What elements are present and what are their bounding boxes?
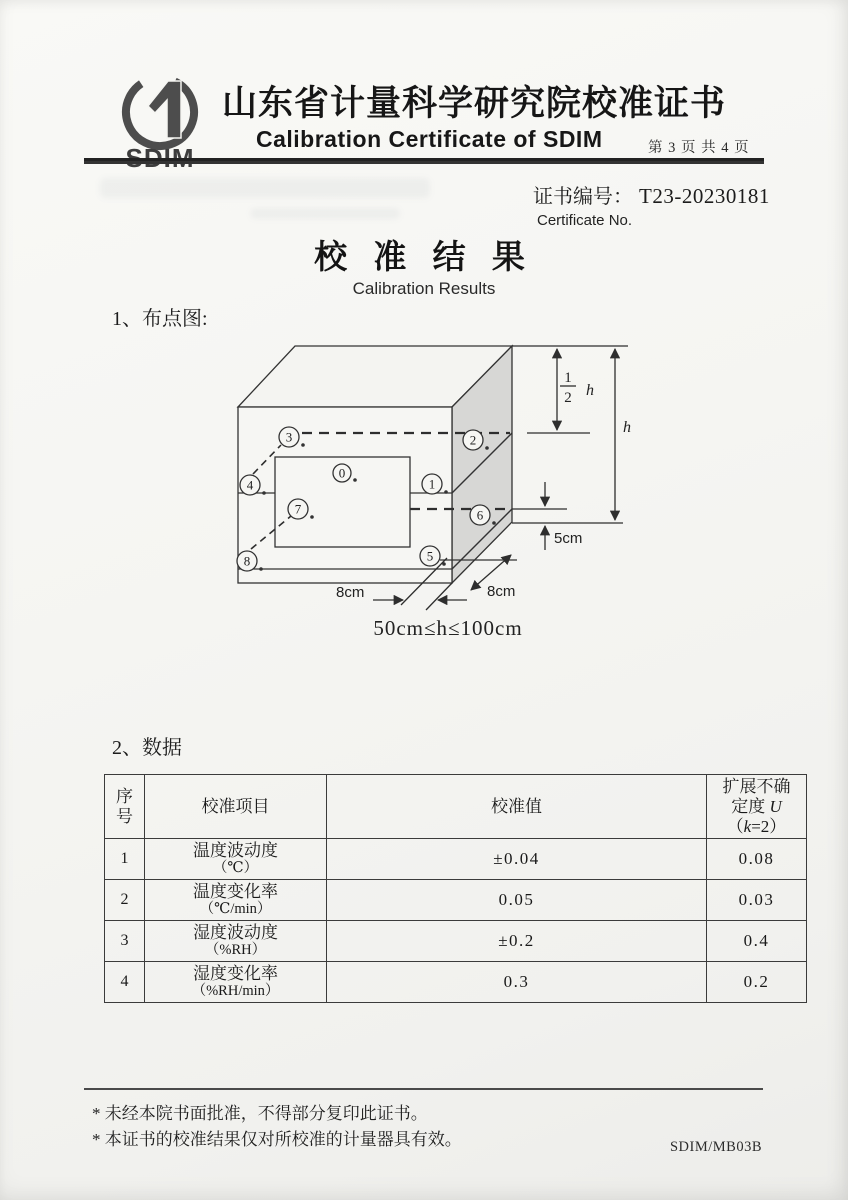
sensor-placement-diagram xyxy=(215,332,655,632)
svg-text:7: 7 xyxy=(294,501,302,517)
row-uncertainty: 0.08 xyxy=(707,839,807,880)
certificate-number-label: 证书编号： xyxy=(533,186,633,208)
footer-note-2: * 本证书的校准结果仅对所校准的计量器具有效。 xyxy=(92,1130,462,1149)
footer-note-1: * 未经本院书面批准，不得部分复印此证书。 xyxy=(92,1104,428,1123)
row-uncertainty: 0.2 xyxy=(707,962,807,1003)
svg-text:0: 0 xyxy=(338,465,346,481)
svg-text:8cm: 8cm xyxy=(487,583,516,600)
row-no: 3 xyxy=(105,921,145,962)
form-code: SDIM/MB03B xyxy=(669,1139,762,1155)
diagram-caption: 50cm≤h≤100cm xyxy=(373,616,523,640)
row-value: ±0.04 xyxy=(327,839,707,880)
svg-text:8: 8 xyxy=(243,553,251,569)
certificate-title-cn: 山东省计量科学研究院校准证书 xyxy=(222,84,727,123)
header-double-rule xyxy=(84,158,764,164)
row-item: 温度变化率 （℃/min） xyxy=(145,880,327,921)
header-item: 校准项目 xyxy=(145,775,327,839)
table-row xyxy=(105,839,807,880)
svg-text:1: 1 xyxy=(564,370,572,386)
footer-rule xyxy=(84,1088,763,1090)
svg-text:8cm: 8cm xyxy=(336,584,365,601)
table-header-row xyxy=(105,775,807,839)
row-uncertainty: 0.03 xyxy=(707,880,807,921)
header-uncertainty: 扩展不确 定度 U （k=2） xyxy=(707,775,807,839)
svg-text:6: 6 xyxy=(476,507,484,523)
row-no: 1 xyxy=(105,839,145,880)
svg-text:5cm: 5cm xyxy=(554,530,583,547)
certificate-number-value: T23-20230181 xyxy=(639,184,770,208)
row-uncertainty: 0.4 xyxy=(707,921,807,962)
svg-text:1: 1 xyxy=(428,476,436,492)
header-value: 校准值 xyxy=(327,775,707,839)
svg-text:3: 3 xyxy=(285,429,293,445)
dim-8cm-right xyxy=(471,555,515,600)
scan-smudge xyxy=(250,208,400,219)
scan-smudge xyxy=(100,178,430,198)
svg-text:2: 2 xyxy=(469,432,477,448)
svg-text:5: 5 xyxy=(426,548,434,564)
row-value: 0.3 xyxy=(327,962,707,1003)
row-value: 0.05 xyxy=(327,880,707,921)
header-no: 序 号 xyxy=(105,775,145,839)
sdim-logo xyxy=(108,72,212,172)
section-layout-label: 1、布点图: xyxy=(112,308,208,330)
dim-5cm xyxy=(512,482,582,550)
certificate-number-line xyxy=(533,180,770,209)
logo-one-icon xyxy=(148,81,181,138)
svg-text:2: 2 xyxy=(564,390,572,406)
row-item: 温度波动度 （℃） xyxy=(145,839,327,880)
page-number: 第 3 页 共 4 页 xyxy=(648,140,750,156)
section-data-label: 2、数据 xyxy=(112,737,182,759)
certificate-title-en: Calibration Certificate of SDIM xyxy=(256,126,603,152)
certificate-number-label-en: Certificate No. xyxy=(537,212,633,229)
results-title-en: Calibration Results xyxy=(352,279,496,298)
row-value: ±0.2 xyxy=(327,921,707,962)
logo-text: SDIM xyxy=(125,143,195,172)
row-item: 湿度波动度 （%RH） xyxy=(145,921,327,962)
table-row xyxy=(105,962,807,1003)
table-row xyxy=(105,880,807,921)
row-no: 2 xyxy=(105,880,145,921)
results-title-cn: 校 准 结 果 xyxy=(314,240,534,276)
calibration-results-table xyxy=(104,774,807,1003)
svg-text:h: h xyxy=(623,419,631,436)
svg-text:4: 4 xyxy=(246,477,254,493)
row-item: 湿度变化率 （%RH/min） xyxy=(145,962,327,1003)
row-no: 4 xyxy=(105,962,145,1003)
half-h-dimension xyxy=(512,346,628,433)
svg-text:h: h xyxy=(586,382,594,399)
table-row xyxy=(105,921,807,962)
